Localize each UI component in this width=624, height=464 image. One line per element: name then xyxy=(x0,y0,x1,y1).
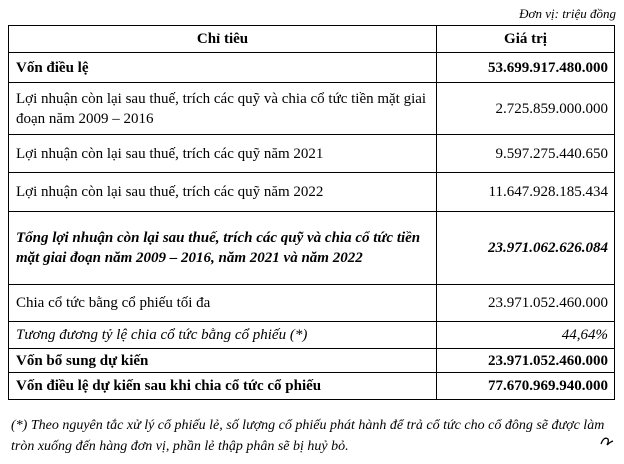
row-value: 11.647.928.185.434 xyxy=(437,173,615,212)
capital-table xyxy=(8,25,615,400)
row-label: Lợi nhuận còn lại sau thuế, trích các quỹ và chia cổ tức tiền mặt giai đoạn năm 2009 – 2016 xyxy=(9,83,437,135)
header-indicator: Chỉ tiêu xyxy=(9,26,437,53)
row-label: Chia cổ tức bằng cổ phiếu tối đa xyxy=(9,285,437,322)
footnote: (*) Theo nguyên tắc xử lý cổ phiếu lẻ, số lượng cổ phiếu phát hành để trả cổ tức cho cổ đông sẽ được làm tròn xuống đến hàng đơn vị, phần lẻ thập phân sẽ bị huỷ bỏ. xyxy=(11,418,605,454)
table-row xyxy=(9,173,615,212)
handwritten-mark-icon xyxy=(600,433,614,447)
row-value: 53.699.917.480.000 xyxy=(437,53,615,83)
row-label: Vốn điều lệ dự kiến sau khi chia cổ tức cổ phiếu xyxy=(9,373,437,400)
row-value: 23.971.062.626.084 xyxy=(437,212,615,285)
table-row xyxy=(9,349,615,373)
table-row xyxy=(9,83,615,135)
unit-note: Đơn vị: triệu đồng xyxy=(519,6,616,21)
row-label: Vốn điều lệ xyxy=(9,53,437,83)
table-row xyxy=(9,135,615,173)
row-value: 9.597.275.440.650 xyxy=(437,135,615,173)
table-row xyxy=(9,322,615,349)
row-value: 77.670.969.940.000 xyxy=(437,373,615,400)
row-value: 2.725.859.000.000 xyxy=(437,83,615,135)
row-label: Vốn bổ sung dự kiến xyxy=(9,349,437,373)
row-label: Tổng lợi nhuận còn lại sau thuế, trích các quỹ và chia cổ tức tiền mặt giai đoạn năm 2009 – 2016, năm 2021 và năm 2022 xyxy=(9,212,437,285)
table-row xyxy=(9,285,615,322)
table-row xyxy=(9,53,615,83)
row-label: Tương đương tỷ lệ chia cổ tức bằng cổ phiếu (*) xyxy=(9,322,437,349)
table-header-row xyxy=(9,26,615,53)
header-value: Giá trị xyxy=(437,26,615,53)
row-label: Lợi nhuận còn lại sau thuế, trích các quỹ năm 2021 xyxy=(9,135,437,173)
row-value: 44,64% xyxy=(437,322,615,349)
table-row xyxy=(9,212,615,285)
table-row xyxy=(9,373,615,400)
row-label: Lợi nhuận còn lại sau thuế, trích các quỹ năm 2022 xyxy=(9,173,437,212)
row-value: 23.971.052.460.000 xyxy=(437,285,615,322)
row-value: 23.971.052.460.000 xyxy=(437,349,615,373)
